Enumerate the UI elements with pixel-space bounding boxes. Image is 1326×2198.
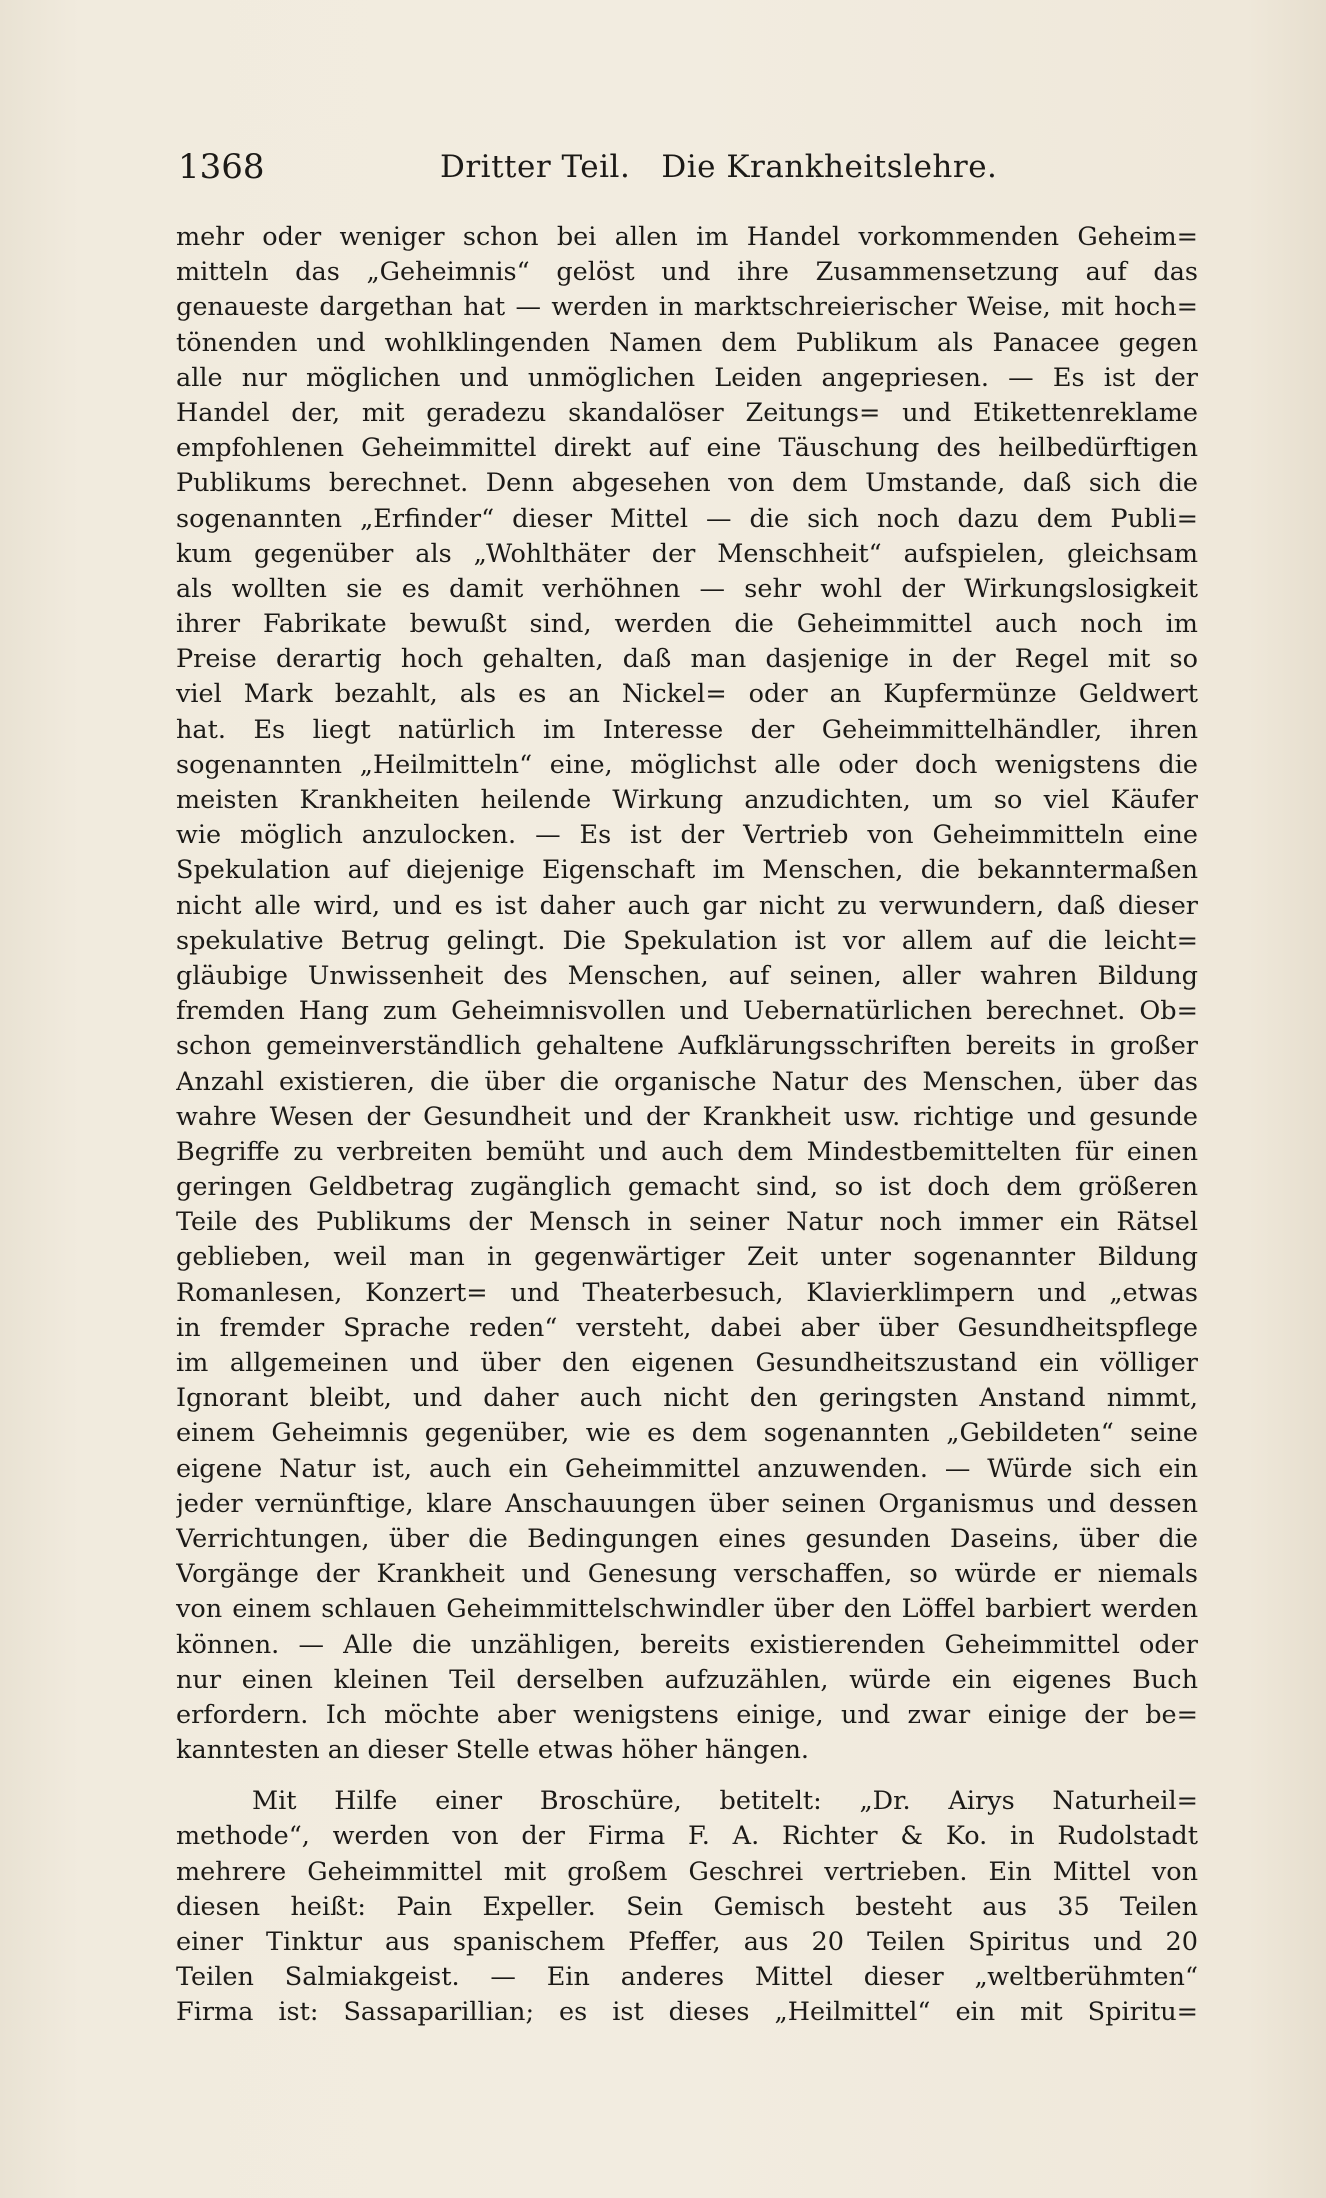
- text-line: spekulative Betrug gelingt. Die Spekulation ist vor allem auf die leicht=: [176, 925, 1198, 956]
- text-line: erfordern. Ich möchte aber wenigstens einige, und zwar einige der be=: [176, 1699, 1198, 1730]
- text-line: Begriffe zu verbreiten bemüht und auch dem Mindestbemittelten für einen: [176, 1136, 1198, 1167]
- text-line: können. — Alle die unzähligen, bereits existierenden Geheimmittel oder: [176, 1629, 1198, 1660]
- text-line: Firma ist: Sassaparillian; es ist dieses „Heilmittel“ ein mit Spiritu=: [176, 1997, 1198, 2028]
- text-line: geblieben, weil man in gegenwärtiger Zeit unter sogenannter Bildung: [176, 1242, 1198, 1273]
- text-line: Handel der, mit geradezu skandalöser Zeitungs= und Etikettenreklame: [176, 397, 1198, 428]
- text-line: eigene Natur ist, auch ein Geheimmittel anzuwenden. — Würde sich ein: [176, 1453, 1198, 1484]
- paragraph-gap: [176, 1768, 1198, 1784]
- text-line: kanntesten an dieser Stelle etwas höher hängen.: [176, 1735, 810, 1766]
- text-line: alle nur möglichen und unmöglichen Leiden angepriesen. — Es ist der: [176, 362, 1198, 393]
- text-line: im allgemeinen und über den eigenen Gesundheitszustand ein völliger: [176, 1348, 1198, 1378]
- paragraph: [176, 220, 1198, 1768]
- paragraph: [176, 1784, 1198, 2030]
- text-line: mitteln das „Geheimnis“ gelöst und ihre Zusammensetzung auf das: [176, 257, 1198, 288]
- text-line: methode“, werden von der Firma F. A. Richter & Ko. in Rudolstadt: [176, 1821, 1198, 1852]
- text-line: gläubige Unwissenheit des Menschen, auf seinen, aller wahren Bildung: [176, 960, 1198, 991]
- text-line: kum gegenüber als „Wohlthäter der Menschheit“ aufspielen, gleichsam: [176, 538, 1198, 569]
- text-line: Verrichtungen, über die Bedingungen eines gesunden Daseins, über die: [176, 1523, 1198, 1554]
- text-line: hat. Es liegt natürlich im Interesse der Geheimmittelhändler, ihren: [176, 714, 1198, 745]
- text-line: schon gemeinverständlich gehaltene Aufklärungsschriften bereits in großer: [176, 1031, 1198, 1062]
- text-line: Publikums berechnet. Denn abgesehen von dem Umstande, daß sich die: [176, 468, 1198, 499]
- text-line: Teilen Salmiakgeist. — Ein anderes Mittel dieser „weltberühmten“: [176, 1962, 1198, 1993]
- text-line: meisten Krankheiten heilende Wirkung anzudichten, um so viel Käufer: [176, 785, 1198, 815]
- text-line: jeder vernünftige, klare Anschauungen über seinen Organismus und dessen: [176, 1488, 1198, 1519]
- text-line: einer Tinktur aus spanischem Pfeffer, aus 20 Teilen Spiritus und 20: [176, 1927, 1198, 1957]
- text-line: Preise derartig hoch gehalten, daß man dasjenige in der Regel mit so: [176, 644, 1198, 675]
- text-line: Spekulation auf diejenige Eigenschaft im Menschen, die bekanntermaßen: [176, 855, 1198, 886]
- text-line: tönenden und wohlklingenden Namen dem Publikum als Panacee gegen: [176, 327, 1198, 358]
- text-line: als wollten sie es damit verhöhnen — sehr wohl der Wirkungslosigkeit: [176, 573, 1198, 604]
- text-line: mehr oder weniger schon bei allen im Handel vorkommenden Geheim=: [176, 222, 1198, 252]
- text-line: Romanlesen, Konzert= und Theaterbesuch, Klavierklimpern und „etwas: [176, 1277, 1198, 1308]
- running-title: Dritter Teil. Die Krankheitslehre.: [440, 149, 998, 185]
- text-line: wie möglich anzulocken. — Es ist der Vertrieb von Geheimmitteln eine: [176, 820, 1198, 851]
- text-line: Anzahl existieren, die über die organische Natur des Menschen, über das: [176, 1066, 1198, 1097]
- text-line: in fremder Sprache reden“ versteht, dabei aber über Gesundheitspflege: [176, 1312, 1198, 1343]
- page-header: [178, 142, 1198, 192]
- text-line: sogenannten „Heilmitteln“ eine, möglichst alle oder doch wenigstens die: [176, 749, 1198, 780]
- text-line: nur einen kleinen Teil derselben aufzuzählen, würde ein eigenes Buch: [176, 1664, 1198, 1695]
- page-number: 1368: [178, 147, 265, 187]
- text-line: diesen heißt: Pain Expeller. Sein Gemisch besteht aus 35 Teilen: [176, 1891, 1198, 1922]
- text-line: nicht alle wird, und es ist daher auch gar nicht zu verwundern, daß dieser: [176, 890, 1198, 921]
- text-line: mehrere Geheimmittel mit großem Geschrei vertrieben. Ein Mittel von: [176, 1856, 1198, 1887]
- text-line: Teile des Publikums der Mensch in seiner Natur noch immer ein Rätsel: [176, 1207, 1198, 1238]
- text-line: genaueste dargethan hat — werden in marktschreierischer Weise, mit hoch=: [176, 292, 1198, 323]
- text-line: wahre Wesen der Gesundheit und der Krankheit usw. richtige und gesunde: [176, 1101, 1198, 1132]
- text-line: einem Geheimnis gegenüber, wie es dem sogenannten „Gebildeten“ seine: [176, 1418, 1198, 1449]
- text-line: von einem schlauen Geheimmittelschwindler über den Löffel barbiert werden: [176, 1594, 1198, 1625]
- text-line: Ignorant bleibt, und daher auch nicht den geringsten Anstand nimmt,: [176, 1383, 1198, 1414]
- text-line: Mit Hilfe einer Broschüre, betitelt: „Dr. Airys Naturheil=: [252, 1786, 1198, 1817]
- body-text: [176, 220, 1198, 2031]
- text-line: geringen Geldbetrag zugänglich gemacht sind, so ist doch dem größeren: [176, 1172, 1198, 1203]
- text-line: empfohlenen Geheimmittel direkt auf eine Täuschung des heilbedürftigen: [176, 433, 1198, 464]
- text-line: ihrer Fabrikate bewußt sind, werden die Geheimmittel auch noch im: [176, 609, 1198, 640]
- text-line: Vorgänge der Krankheit und Genesung verschaffen, so würde er niemals: [176, 1559, 1198, 1590]
- text-line: sogenannten „Erfinder“ dieser Mittel — die sich noch dazu dem Publi=: [176, 503, 1198, 534]
- text-line: fremden Hang zum Geheimnisvollen und Uebernatürlichen berechnet. Ob=: [176, 996, 1198, 1027]
- text-line: viel Mark bezahlt, als es an Nickel= oder an Kupfermünze Geldwert: [176, 679, 1198, 710]
